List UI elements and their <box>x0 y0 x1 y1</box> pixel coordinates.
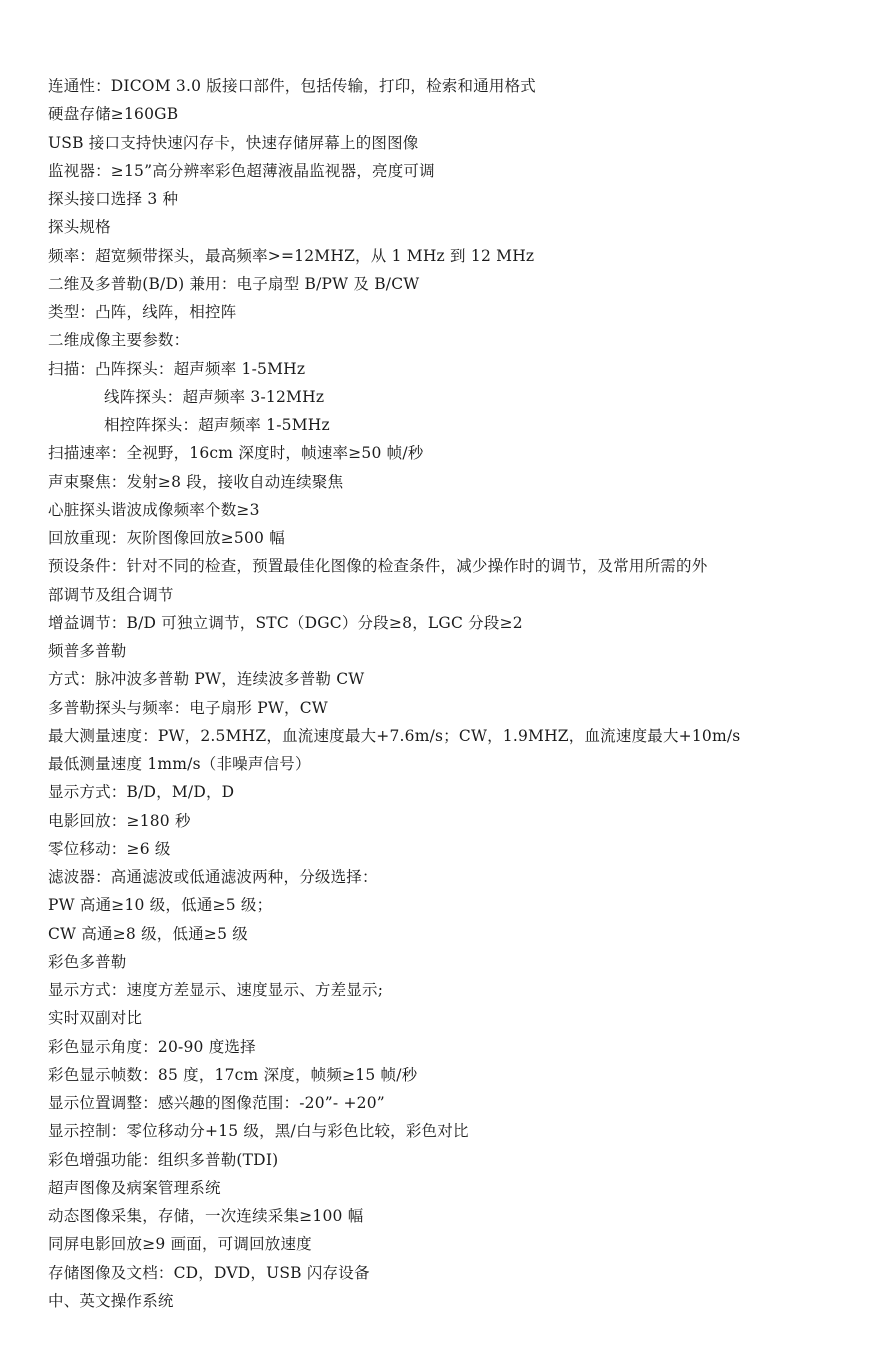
text-line-doppler-probe: 多普勒探头与频率：电子扇形 PW，CW <box>48 698 328 717</box>
section-heading-image-management: 超声图像及病案管理系统 <box>48 1178 221 1197</box>
text-line-max-velocity: 最大测量速度：PW，2.5MHZ，血流速度最大+7.6m/s；CW，1.9MHZ，血流速度最大+10m/s <box>48 726 741 745</box>
text-line-hard-disk: 硬盘存储≥160GB <box>48 105 179 124</box>
text-line-position-adjust: 显示位置调整：感兴趣的图像范围：-20”- +20” <box>48 1094 385 1112</box>
text-line-gain: 增益调节：B/D 可独立调节，STC（DGC）分段≥8，LGC 分段≥2 <box>48 613 523 632</box>
section-heading-color-doppler: 彩色多普勒 <box>48 952 127 971</box>
text-line-min-velocity: 最低测量速度 1mm/s（非噪声信号） <box>48 755 311 773</box>
text-line-bd-compatible: 二维及多普勒(B/D) 兼用：电子扇型 B/PW 及 B/CW <box>48 274 420 293</box>
text-line-frequency: 频率：超宽频带探头，最高频率>=12MHZ，从 1 MHz 到 12 MHz <box>48 246 535 265</box>
text-line-beam-focus: 声束聚焦：发射≥8 段，接收自动连续聚焦 <box>48 472 344 491</box>
document-body <box>48 72 828 1315</box>
text-line-display-mode: 显示方式：B/D，M/D，D <box>48 783 235 802</box>
text-line-presets-cont: 部调节及组合调节 <box>48 585 174 604</box>
text-line-cardiac-harmonic: 心脏探头谐波成像频率个数≥3 <box>48 500 260 519</box>
text-line-split-cine: 同屏电影回放≥9 画面，可调回放速度 <box>48 1235 312 1254</box>
text-line-scan-phased: 相控阵探头：超声频率 1-5MHz <box>104 416 330 434</box>
section-heading-probe-spec: 探头规格 <box>48 218 111 237</box>
text-line-connectivity: 连通性：DICOM 3.0 版接口部件，包括传输，打印，检索和通用格式 <box>48 77 536 95</box>
text-line-probe-ports: 探头接口选择 3 种 <box>48 190 179 208</box>
text-line-scan-convex: 扫描：凸阵探头：超声频率 1-5MHz <box>48 359 306 378</box>
text-line-scan-rate: 扫描速率：全视野，16cm 深度时，帧速率≥50 帧/秒 <box>48 444 424 463</box>
text-line-baseline-shift: 零位移动：≥6 级 <box>48 839 171 858</box>
text-line-doppler-mode: 方式：脉冲波多普勒 PW，连续波多普勒 CW <box>48 670 365 689</box>
text-line-playback: 回放重现：灰阶图像回放≥500 幅 <box>48 529 285 547</box>
section-heading-2d-params: 二维成像主要参数： <box>48 331 190 350</box>
text-line-dual-compare: 实时双副对比 <box>48 1009 143 1028</box>
text-line-scan-linear: 线阵探头：超声频率 3-12MHz <box>104 387 325 406</box>
text-line-filter: 滤波器：高通滤波或低通滤波两种，分级选择： <box>48 868 378 886</box>
text-line-cine: 电影回放：≥180 秒 <box>48 811 191 830</box>
text-line-color-display-mode: 显示方式：速度方差显示、速度显示、方差显示; <box>48 981 384 999</box>
text-line-os-language: 中、英文操作系统 <box>48 1291 174 1310</box>
text-line-color-enhance: 彩色增强功能：组织多普勒(TDI) <box>48 1150 279 1169</box>
text-line-display-control: 显示控制：零位移动分+15 级，黑/白与彩色比较，彩色对比 <box>48 1122 469 1141</box>
text-line-pw-filter: PW 高通≥10 级，低通≥5 级； <box>48 896 273 915</box>
text-line-usb: USB 接口支持快速闪存卡，快速存储屏幕上的图图像 <box>48 133 419 152</box>
text-line-color-angle: 彩色显示角度：20-90 度选择 <box>48 1037 256 1056</box>
text-line-probe-types: 类型：凸阵，线阵，相控阵 <box>48 303 237 321</box>
text-line-color-frames: 彩色显示帧数：85 度，17cm 深度，帧频≥15 帧/秒 <box>48 1065 418 1084</box>
section-heading-spectral-doppler: 频普多普勒 <box>48 642 127 660</box>
text-line-cw-filter: CW 高通≥8 级，低通≥5 级 <box>48 924 248 943</box>
text-line-monitor: 监视器：≥15”高分辨率彩色超薄液晶监视器，亮度可调 <box>48 161 435 180</box>
text-line-dynamic-capture: 动态图像采集，存储，一次连续采集≥100 幅 <box>48 1207 364 1225</box>
text-line-storage-media: 存储图像及文档：CD，DVD，USB 闪存设备 <box>48 1263 370 1282</box>
text-line-presets: 预设条件：针对不同的检查，预置最佳化图像的检查条件，减少操作时的调节，及常用所需的外 <box>48 557 708 576</box>
